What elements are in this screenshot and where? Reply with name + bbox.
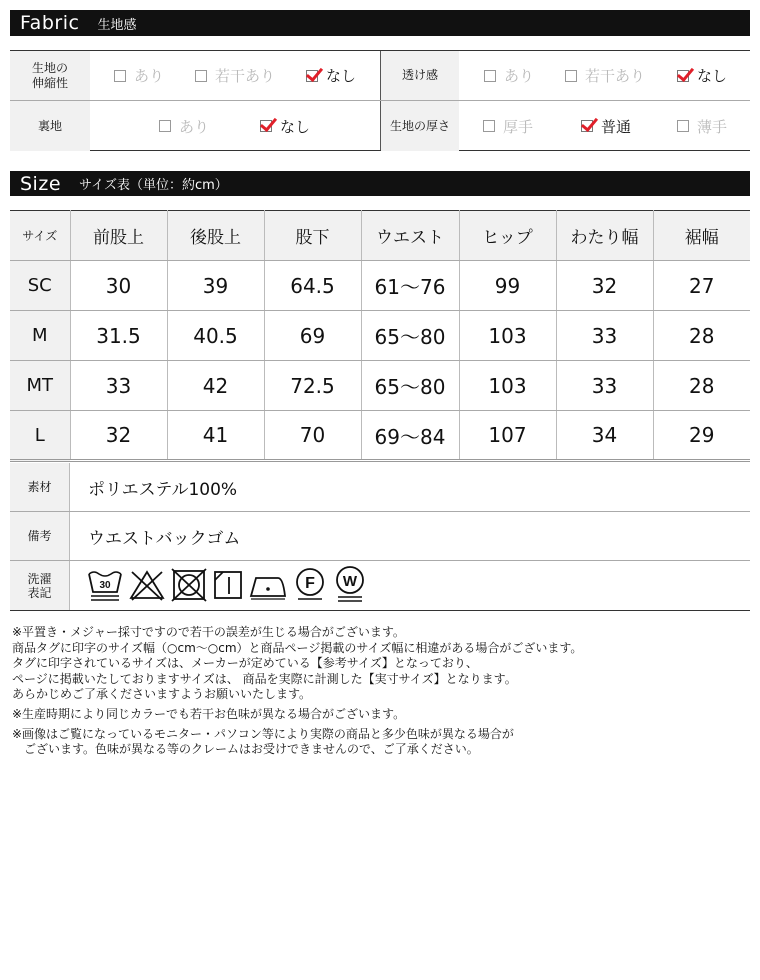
remarks-value: ウエストバックゴム [88,528,241,549]
stretch-label-line1: 生地の [31,60,68,75]
checkbox-icon [677,120,689,132]
table-cell: 33 [556,311,653,361]
note-line: ページに掲載いたしておりますサイズは、 商品を実際に計測した【実寸サイズ】となります。 [12,671,517,686]
sheer-option-slight [565,51,645,100]
table-cell: 69 [264,311,361,361]
table-cell: 61〜76 [361,261,459,311]
size-section-header [10,171,750,196]
table-cell: 103 [459,361,556,411]
size-subtitle: サイズ表（単位：約cm） [79,178,228,193]
sheer-label: 透け感 [381,51,459,100]
table-cell: 30 [70,261,167,311]
sheer-option-no [677,51,727,100]
stretch-option-none [114,51,164,100]
lining-option-label: なし [280,117,311,136]
size-table [10,210,750,462]
wash-temperature: 30 [99,580,111,591]
table-cell: 33 [70,361,167,411]
size-table-header-row [10,211,750,261]
notes [12,625,752,758]
wet-clean-letter: W [342,573,358,590]
table-cell: 28 [653,311,750,361]
size-label-cell: L [10,411,70,461]
size-label-cell: MT [10,361,70,411]
checked-checkbox-icon [260,120,272,132]
table-row [10,261,750,311]
stretch-label-line2: 伸縮性 [31,75,68,90]
table-cell: 99 [459,261,556,311]
thickness-label: 生地の厚さ [381,101,459,151]
remarks-label: 備考 [10,512,70,560]
material-label: 素材 [10,463,70,511]
care-icons [86,565,372,605]
thickness-option-label: 普通 [601,117,632,136]
size-table-header: ウエスト [361,211,459,261]
thickness-option-thin [677,101,727,151]
checked-checkbox-icon [306,70,318,82]
stretch-option-label: 若干あり [215,67,276,85]
sheer-option-label: なし [697,67,728,85]
table-cell: 72.5 [264,361,361,411]
note-line: ※画像はご覧になっているモニター・パソコン等により実際の商品と多少色味が異なる場合が [12,726,514,741]
checked-checkbox-icon [581,120,593,132]
fabric-title: Fabric [20,12,80,34]
size-table-header: 後股上 [167,211,264,261]
note-line: 商品タグに印字のサイズ幅（○cm〜○cm）と商品ページ掲載のサイズ幅に相違がある場合がございます。 [12,640,583,655]
checkbox-icon [159,120,171,132]
size-label-cell: SC [10,261,70,311]
table-cell: 31.5 [70,311,167,361]
note-line: ございます。色味が異なる等のクレームはお受けできませんので、ご了承ください。 [12,742,479,757]
table-cell: 65〜80 [361,361,459,411]
iron-low-icon [248,566,288,604]
table-cell: 69〜84 [361,411,459,461]
no-bleach-icon [128,566,166,604]
thickness-option-normal [581,101,631,151]
dry-clean-f-icon [292,566,328,604]
sheer-option-label: あり [504,67,535,85]
table-cell: 32 [556,261,653,311]
care-label-line1: 洗濯 [27,571,52,586]
stretch-option-slight [195,51,275,100]
sheer-option-label: 若干あり [585,67,646,85]
size-table-header: 前股上 [70,211,167,261]
checkbox-icon [483,120,495,132]
size-table-header: サイズ [10,211,70,261]
material-row [10,463,750,512]
checked-checkbox-icon [677,70,689,82]
fabric-row-2 [10,101,750,151]
size-table-header: 股下 [264,211,361,261]
note-line: あらかじめご了承くださいますようお願いいたします。 [12,687,312,702]
no-tumble-dry-icon [170,566,208,604]
size-table-header: 裾幅 [653,211,750,261]
table-cell: 29 [653,411,750,461]
remarks-row [10,512,750,561]
table-cell: 40.5 [167,311,264,361]
wet-clean-w-icon [332,565,368,605]
thickness-option-thick [483,101,533,151]
table-row [10,311,750,361]
lining-option-label: あり [179,117,210,136]
table-cell: 27 [653,261,750,311]
stretch-option-label: なし [326,67,357,85]
note-line: ※平置き・メジャー採寸ですので若干の誤差が生じる場合がございます。 [12,625,405,639]
table-cell: 41 [167,411,264,461]
stretch-option-no [306,51,356,100]
table-cell: 107 [459,411,556,461]
stretch-label [10,51,90,100]
size-title: Size [20,172,62,195]
table-cell: 103 [459,311,556,361]
note-line: ※生産時期により同じカラーでも若干お色味が異なる場合がございます。 [12,706,406,721]
size-table-header: わたり幅 [556,211,653,261]
table-cell: 32 [70,411,167,461]
checkbox-icon [195,70,207,82]
lining-option-yes [159,101,209,151]
size-table-header: ヒップ [459,211,556,261]
care-label-line2: 表記 [27,585,52,600]
table-row [10,411,750,461]
table-cell: 39 [167,261,264,311]
wash-30-icon [86,566,124,604]
table-cell: 34 [556,411,653,461]
dry-clean-letter: F [305,575,315,592]
sheer-option-yes [484,51,534,100]
table-cell: 65〜80 [361,311,459,361]
table-cell: 33 [556,361,653,411]
checkbox-icon [565,70,577,82]
checkbox-icon [484,70,496,82]
fabric-properties-table [10,50,750,151]
table-cell: 64.5 [264,261,361,311]
care-row [10,561,750,610]
material-value: ポリエステル100% [88,479,238,500]
table-cell: 28 [653,361,750,411]
checkbox-icon [114,70,126,82]
size-label-cell: M [10,311,70,361]
table-cell: 70 [264,411,361,461]
fabric-section-header [10,10,750,36]
note-line: タグに印字されているサイズは、メーカーが定めている【参考サイズ】となっており、 [12,656,478,671]
table-cell: 42 [167,361,264,411]
lining-option-no [260,101,310,151]
thickness-option-label: 薄手 [697,117,728,136]
fabric-subtitle: 生地感 [97,17,137,33]
table-row [10,361,750,411]
product-info-table [10,463,750,611]
line-dry-shade-icon [212,566,244,604]
thickness-option-label: 厚手 [503,117,534,136]
care-label [10,561,70,610]
fabric-row-1 [10,51,750,101]
lining-label: 裏地 [10,101,90,151]
stretch-option-label: あり [134,67,165,85]
